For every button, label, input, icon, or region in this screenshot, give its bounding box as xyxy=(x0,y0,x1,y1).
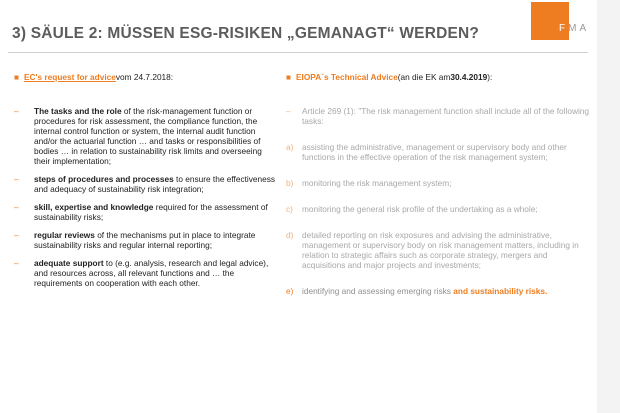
dash-marker: – xyxy=(14,258,19,268)
eiopa-advice-label: EIOPA`s Technical Advice xyxy=(296,72,398,82)
left-header-date: vom 24.7.2018: xyxy=(115,72,174,82)
dash-marker: – xyxy=(14,106,19,116)
letter-marker: b) xyxy=(286,178,294,188)
list-item xyxy=(286,204,591,214)
list-item-text: detailed reporting on risk exposures and advising the administrative, management or supervisory body on risk management matters, including in relation to strategic affairs such as corporate strategy, mergers and acquisitions and major projects and investments; xyxy=(302,230,579,270)
list-item xyxy=(14,258,276,288)
list-item xyxy=(14,202,276,222)
letter-marker: d) xyxy=(286,230,294,240)
list-item-text: regular reviews of the mechanisms put in place to integrate sustainability risks and regular internal reporting; xyxy=(34,230,256,250)
list-item-text: steps of procedures and processes to ensure the effectiveness and adequacy of sustainability risk integration; xyxy=(34,174,276,194)
bullet-icon: ■ xyxy=(286,72,292,82)
logo-text xyxy=(559,23,589,34)
title-divider xyxy=(8,52,588,53)
list-item-text: assisting the administrative, management or supervisory body and other functions in the effective operation of the risk management system; xyxy=(302,142,567,162)
dash-marker: – xyxy=(14,230,19,240)
right-header-end: ): xyxy=(487,72,493,82)
list-item-text: identifying and assessing emerging risks and sustainability risks. xyxy=(302,286,548,296)
list-item xyxy=(14,106,276,166)
article-intro-text: Article 269 (1): "The risk management function shall include all of the following tasks: xyxy=(302,106,590,126)
dash-marker: – xyxy=(286,106,291,116)
dash-marker: – xyxy=(14,174,19,184)
letter-marker: a) xyxy=(286,142,294,152)
sustainability-highlight: and sustainability risks. xyxy=(453,286,548,296)
logo-square xyxy=(531,2,569,40)
logo-letter-f: F xyxy=(559,23,569,34)
left-header xyxy=(14,72,276,82)
left-column xyxy=(14,72,276,296)
page-title: 3) SÄULE 2: MÜSSEN ESG-RISIKEN „GEMANAGT“ WERDEN? xyxy=(12,25,480,42)
list-item-text: monitoring the general risk profile of the undertaking as a whole; xyxy=(302,204,538,214)
list-item xyxy=(286,230,591,270)
list-item-text: The tasks and the role of the risk-management function or procedures for risk assessment, the compliance function, the internal control function or system, the internal audit function and/or the actuarial function … and tasks or responsibilities of bodies … in relation to sustainability risk limits and overseeing their implementation; xyxy=(34,106,262,166)
list-item xyxy=(286,286,591,296)
list-item xyxy=(14,174,276,194)
right-column xyxy=(286,72,591,304)
list-item-text: adequate support to (e.g. analysis, research and legal advice), and resources across, all relevant functions and … the requirements on cooperation with each other. xyxy=(34,258,269,288)
ec-request-link[interactable]: EC's request for advice xyxy=(24,72,116,82)
article-intro xyxy=(286,106,591,126)
logo-letters-ma: MA xyxy=(568,23,590,34)
right-header-mid: (an die EK am xyxy=(397,72,451,82)
right-header xyxy=(286,72,591,82)
list-item-text: monitoring the risk management system; xyxy=(302,178,452,188)
letter-marker: c) xyxy=(286,204,293,214)
list-item xyxy=(286,178,591,188)
list-item xyxy=(14,230,276,250)
list-item-text: skill, expertise and knowledge required for the assessment of sustainability risks; xyxy=(34,202,268,222)
right-edge-bar xyxy=(597,0,620,413)
right-header-date: 30.4.2019 xyxy=(450,72,488,82)
letter-marker: e) xyxy=(286,286,294,296)
bullet-icon: ■ xyxy=(14,72,20,82)
list-item xyxy=(286,142,591,162)
dash-marker: – xyxy=(14,202,19,212)
